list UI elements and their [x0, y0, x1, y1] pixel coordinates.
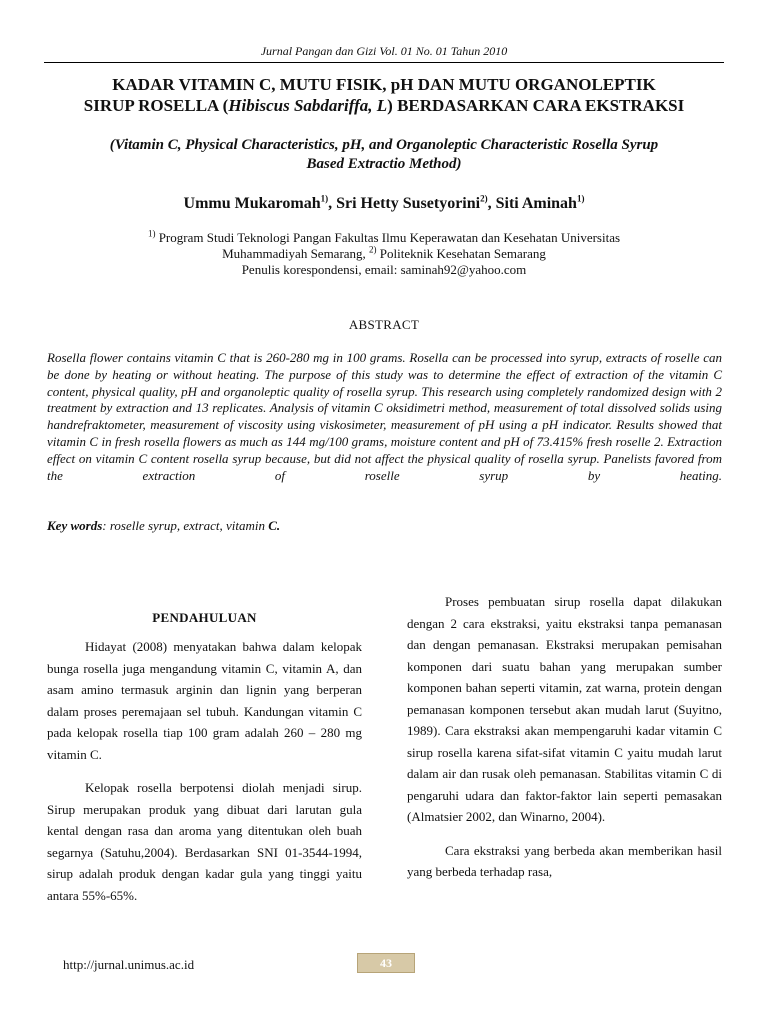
- left-column: [47, 636, 362, 906]
- author-1: Ummu Mukaromah: [183, 195, 321, 212]
- paragraph: Proses pembuatan sirup rosella dapat dilakukan dengan 2 cara ekstraksi, yaitu ekstraksi tanpa pemanasan dan dengan pemanasan. Ekstraksi merupakan pemisahan komponen dari suatu bahan yang merupakan sumber komponen bahan seperti vitamin, zat warna, protein dengan pemanasan komponen tersebut akan mudah larut (Suyitno, 1989). Cara ekstraksi akan mempengaruhi kadar vitamin C sirup rosella karena sifat-sifat vitamin C yaitu mudah larut dalam air dan rusak oleh pemanasan. Stabilitas vitamin C di pengaruhi udara dan faktor-faktor lain seperti pemasakan (Almatsier 2002, dan Winarno, 2004).: [407, 594, 722, 824]
- section-heading-pendahuluan: PENDAHULUAN: [152, 610, 257, 625]
- title-line-2: SIRUP ROSELLA (Hibiscus Sabdariffa, L) BERDASARKAN CARA EKSTRAKSI: [83, 96, 685, 115]
- subtitle-line-1: (Vitamin C, Physical Characteristics, pH, and Organoleptic Characteristic Rosella Syrup: [109, 137, 659, 153]
- journal-header: Jurnal Pangan dan Gizi Vol. 01 No. 01 Tahun 2010: [260, 44, 508, 58]
- author-3: , Siti Aminah: [487, 195, 577, 212]
- footer-url-link[interactable]: http://jurnal.unimus.ac.id: [63, 957, 195, 972]
- abstract-body: Rosella flower contains vitamin C that is 260-280 mg in 100 grams. Rosella can be processed into syrup, extracts of roselle can be done by heating or without heating. The purpose of this study was to determine the effect of extraction of the vitamin C content, physical quality, pH and organoleptic quality of rosella syrup. This research using completely randomized design with 2 treatment by extraction and 13 replicates. Analysis of vitamin C oksidimetri method, measurement of total dissolved solids using handrefraktometer, measurement of viscosity using viskosimeter, measurement of pH using a pH indicator. Results showed that vitamin C in fresh rosella flowers as much as 144 mg/100 grams, moisture content and pH of 73.415% fresh roselle 2. Extraction effect on vitamin C content rosella syrup because, but did not affect the physical quality of rosella syrup. Panelists favored from the extraction of roselle syrup by heating.: [47, 350, 722, 483]
- correspondence-email: Penulis korespondensi, email: saminah92@yahoo.com: [241, 262, 527, 277]
- species-name: Hibiscus Sabdariffa, L: [228, 96, 388, 115]
- abstract-heading: ABSTRACT: [348, 317, 420, 332]
- subtitle-line-2: Based Extractio Method): [306, 156, 462, 172]
- paper-title: [40, 74, 728, 116]
- paragraph: Cara ekstraksi yang berbeda akan memberikan hasil yang berbeda terhadap rasa,: [407, 842, 722, 879]
- right-column: [407, 591, 722, 883]
- keywords: Key words: roselle syrup, extract, vitamin C.: [47, 518, 281, 533]
- title-line-1: KADAR VITAMIN C, MUTU FISIK, pH DAN MUTU ORGANOLEPTIK: [112, 75, 656, 94]
- header-rule: [44, 62, 724, 63]
- author-list: Ummu Mukaromah$^{1)}$, Sri Hetty Susetyorini$^{2)}$, Siti Aminah$^{1)}$: [183, 193, 585, 212]
- paragraph: Hidayat (2008) menyatakan bahwa dalam kelopak bunga rosella juga mengandung vitamin C, vitamin A, dan asam amino termasuk arginin dan lignin yang berperan dalam proses peremajaan sel tubuh. Kandungan vitamin C pada kelopak rosella tiap 100 gram adalah 260 – 280 mg vitamin C.: [47, 639, 362, 762]
- page-number-badge: 43: [357, 953, 415, 973]
- affiliation-line-2: Muhammadiyah Semarang, $^{2)}$ Politeknik Kesehatan Semarang: [222, 244, 546, 261]
- paper-subtitle: [40, 136, 728, 174]
- author-2: , Sri Hetty Susetyorini: [328, 195, 481, 212]
- affiliation-line-1: $^{1)}$ Program Studi Teknologi Pangan Fakultas Ilmu Keperawatan dan Kesehatan Universitas: [147, 228, 621, 245]
- affiliations: [40, 230, 728, 278]
- paragraph: Kelopak rosella berpotensi diolah menjadi sirup. Sirup merupakan produk yang dibuat dari larutan gula kental dengan rasa dan aroma yang ditentukan oleh buah segarnya (Satuhu,2004). Berdasarkan SNI 01-3544-1994, sirup adalah produk dengan kadar gula yang tinggi yaitu antara 55%-65%.: [47, 780, 362, 903]
